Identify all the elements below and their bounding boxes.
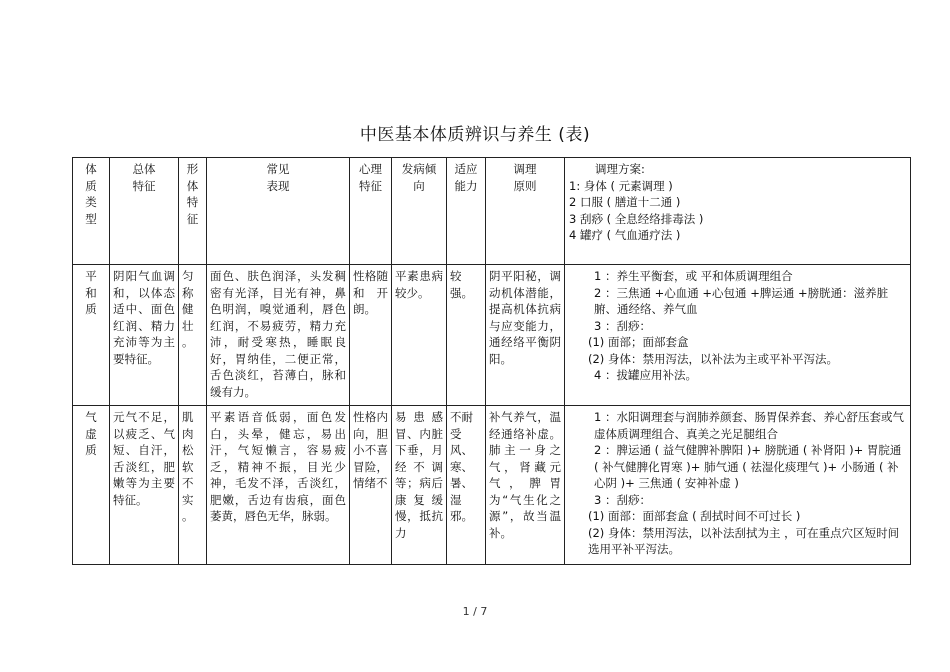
constitution-table — [72, 157, 911, 565]
header-overall-features: 总体 特征 — [110, 158, 179, 265]
header-mental-features: 心理 特征 — [350, 158, 392, 265]
adapt-cell: 较强。 — [447, 265, 486, 406]
plan-cell: 1 ：养生平衡套，或 平和体质调理组合 2 ：三焦通 +心血通 +心包通 +脾运通 +膀胱通：滋养脏腑、通经络、养气血 3 ：刮痧： (1) 面部；面部套盒 (2) 身体：禁用泻法，以补法为主或平补平泻法。 4 ：拔罐应用补法。 — [565, 265, 911, 406]
overall-cell: 元气不足，以疲乏、气短、自汗，舌淡红，肥嫩等为主要特征。 — [110, 406, 179, 565]
tendency-cell: 平素患病较少。 — [392, 265, 447, 406]
common-cell: 平素语音低弱，面色发白，头晕，健忘，易出汗，气短懒言，容易疲乏，精神不振，目光少神，毛发不泽，舌淡红，肥嫩，舌边有齿痕，面色萎黄，唇色无华，脉弱。 — [207, 406, 350, 565]
header-principle: 调理 原则 — [486, 158, 565, 265]
overall-cell: 阴阳气血调和，以体态适中、面色红润、精力充沛等为主要特征。 — [110, 265, 179, 406]
header-common-signs: 常见 表现 — [207, 158, 350, 265]
row-name: 气 虚 质 — [73, 406, 110, 565]
row-qi-deficiency — [73, 406, 911, 565]
mental-cell: 性格内向，胆小不喜冒险，情绪不 — [350, 406, 392, 565]
mental-cell: 性格随和开朗。 — [350, 265, 392, 406]
principle-cell: 阴平阳秘，调动机体潜能，提高机体抗病与应变能力，通经络平衡阴阳。 — [486, 265, 565, 406]
row-balanced — [73, 265, 911, 406]
document-title: 中医基本体质辨识与养生 (表) — [359, 125, 591, 145]
header-adaptability: 适应 能力 — [447, 158, 486, 265]
common-cell: 面色、肤色润泽，头发稠密有光泽，目光有神，鼻色明润，嗅觉通利，唇色红润，不易疲劳，精力充沛，耐受寒热，睡眠良好，胃纳佳，二便正常，舌色淡红，苔薄白，脉和缓有力。 — [207, 265, 350, 406]
principle-cell: 补气养气，温经通络补虚。肺主一身之气，肾藏元气，脾胃为“气生化之源”，故当温补。 — [486, 406, 565, 565]
header-row — [73, 158, 911, 265]
adapt-cell: 不耐受风、寒、暑、湿邪。 — [447, 406, 486, 565]
tendency-cell: 易患感冒、内脏下垂，月经不调等；病后康复缓慢，抵抗力 — [392, 406, 447, 565]
header-disease-tendency: 发病倾 向 — [392, 158, 447, 265]
header-body-features: 形 体 特 征 — [179, 158, 207, 265]
header-plan: 调理方案: 1: 身体 ( 元素调理 ) 2 口服 ( 膳道十二通 ) 3 刮痧 ( 全息经络排毒法 ) 4 罐疗 ( 气血通疗法 ) — [565, 158, 911, 265]
plan-cell: 1 ：水阳调理套与润肺养颜套、肠胃保养套、养心舒压套或气虚体质调理组合、真美之光足腿组合 2 ：脾运通 ( 益气健脾补脾阳 )+ 膀胱通 ( 补肾阳 )+ 胃脘通 ( 补气健脾化胃寒 )+ 肺气通 ( 祛湿化痰理气 )+ 小肠通 ( 补心阴 )+ 三焦通 ( 安神补虚 ) 3 ：刮痧： (1) 面部：面部套盒 ( 刮拭时间不可过长 ) (2) 身体：禁用泻法，以补法刮拭为主 ，可在重点穴区短时间选用平补平泻法。 — [565, 406, 911, 565]
page-number: 1 / 7 — [462, 605, 488, 618]
row-name: 平 和 质 — [73, 265, 110, 406]
header-constitution-type: 体 质 类 型 — [73, 158, 110, 265]
body-cell: 肌 肉 松 软 不 实 。 — [179, 406, 207, 565]
body-cell: 匀 称 健 壮 。 — [179, 265, 207, 406]
